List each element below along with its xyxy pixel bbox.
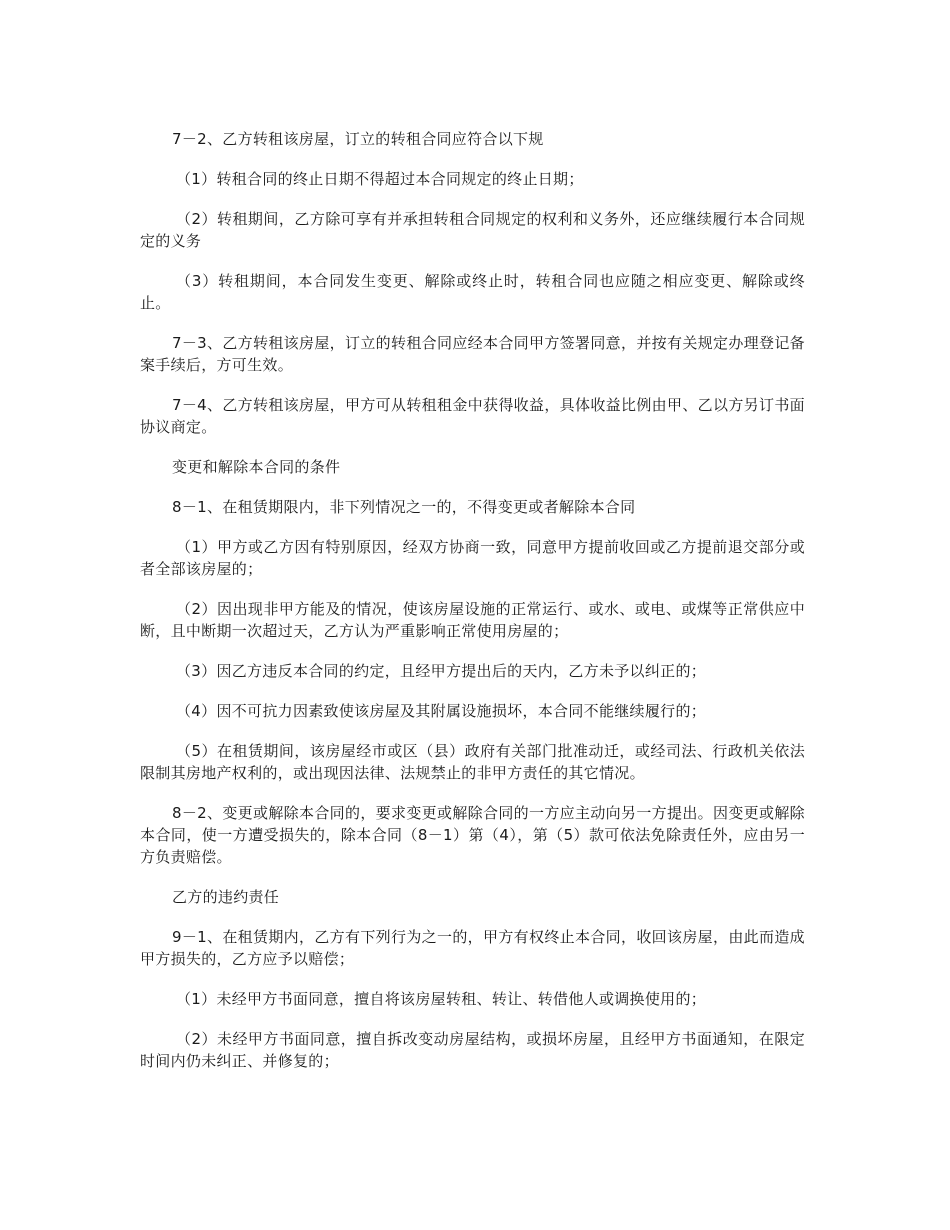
clause-7-2-item-3: （3）转租期间，本合同发生变更、解除或终止时，转租合同也应随之相应变更、解除或终止。 [140,272,805,312]
clause-8-1-item-3: （3）因乙方违反本合同的约定，且经甲方提出后的天内，乙方未予以纠正的； [176,662,707,680]
clause-8-1-item-5: （5）在租赁期间，该房屋经市或区（县）政府有关部门批准动迁，或经司法、行政机关依法限制其房地产权利的，或出现因法律、法规禁止的非甲方责任的其它情况。 [140,742,805,782]
clause-9-1-item-1: （1）未经甲方书面同意，擅自将该房屋转租、转让、转借他人或调换使用的； [176,990,707,1008]
clause-7-3: 7－3、乙方转租该房屋，订立的转租合同应经本合同甲方签署同意，并按有关规定办理登记备案手续后，方可生效。 [140,334,805,374]
clause-8-1-item-4: （4）因不可抗力因素致使该房屋及其附属设施损坏，本合同不能继续履行的； [176,702,707,720]
clause-9-1: 9－1、在租赁期内，乙方有下列行为之一的，甲方有权终止本合同，收回该房屋，由此而造成甲方损失的，乙方应予以赔偿； [140,928,805,968]
clause-9-1-item-2: （2）未经甲方书面同意，擅自拆改变动房屋结构，或损坏房屋，且经甲方书面通知，在限定时间内仍未纠正、并修复的； [140,1030,805,1070]
clause-8-1-item-1: （1）甲方或乙方因有特别原因，经双方协商一致，同意甲方提前收回或乙方提前退交部分或者全部该房屋的； [140,538,805,578]
section-heading-tenant-liability: 乙方的违约责任 [172,888,280,906]
clause-7-2-item-2: （2）转租期间，乙方除可享有并承担转租合同规定的权利和义务外，还应继续履行本合同规定的义务 [140,210,805,250]
clause-7-2: 7－2、乙方转租该房屋，订立的转租合同应符合以下规 [172,130,544,148]
clause-8-1: 8－1、在租赁期限内，非下列情况之一的，不得变更或者解除本合同 [172,498,636,516]
clause-8-2: 8－2、变更或解除本合同的，要求变更或解除合同的一方应主动向另一方提出。因变更或解除本合同，使一方遭受损失的，除本合同（8－1）第（4），第（5）款可依法免除责任外，应由另一方负责赔偿。 [140,804,805,866]
clause-7-4: 7－4、乙方转租该房屋，甲方可从转租租金中获得收益，具体收益比例由甲、乙以方另订书面协议商定。 [140,396,805,436]
document-body [140,128,805,1090]
section-heading-change-termination: 变更和解除本合同的条件 [172,458,341,476]
clause-7-2-item-1: （1）转租合同的终止日期不得超过本合同规定的终止日期； [176,170,584,188]
clause-8-1-item-2: （2）因出现非甲方能及的情况，使该房屋设施的正常运行、或水、或电、或煤等正常供应中断，且中断期一次超过天，乙方认为严重影响正常使用房屋的； [140,600,805,640]
